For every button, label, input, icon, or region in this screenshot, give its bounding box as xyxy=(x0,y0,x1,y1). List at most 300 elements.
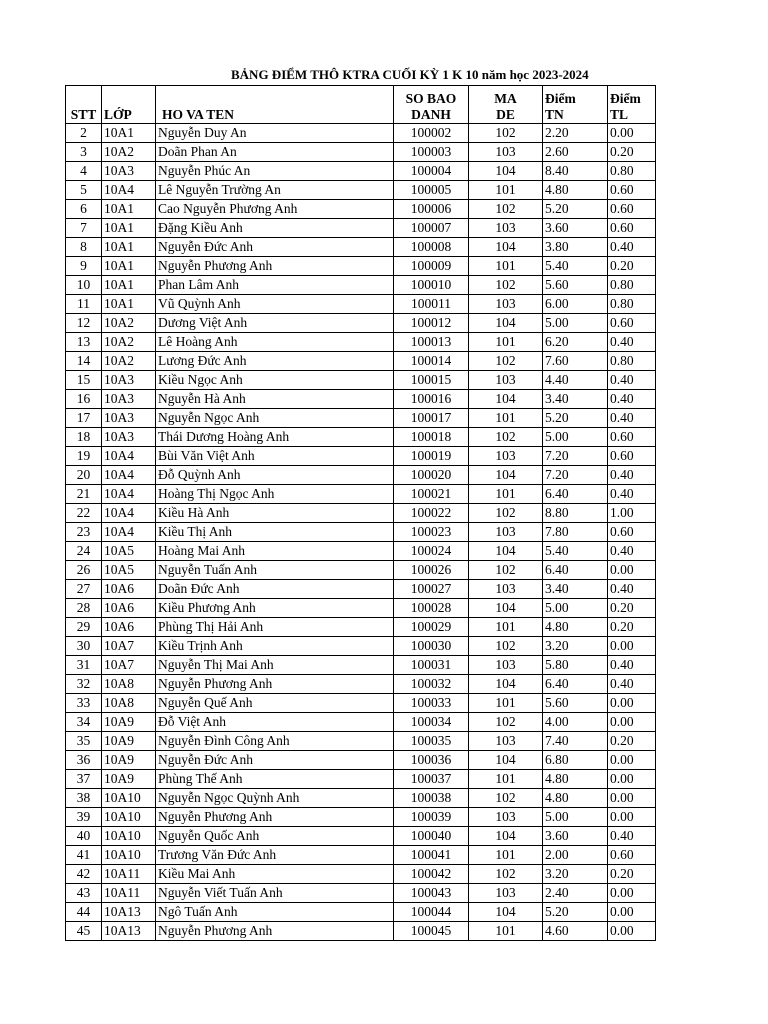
cell-tl: 0.40 xyxy=(608,675,656,694)
cell-lop: 10A3 xyxy=(102,409,156,428)
cell-sbd: 100031 xyxy=(394,656,469,675)
cell-tn: 6.40 xyxy=(543,561,608,580)
table-row xyxy=(66,238,656,257)
header-lop: LỚP xyxy=(102,86,156,124)
cell-tl: 0.60 xyxy=(608,846,656,865)
table-row xyxy=(66,751,656,770)
cell-stt: 10 xyxy=(66,276,102,295)
cell-stt: 27 xyxy=(66,580,102,599)
cell-made: 103 xyxy=(469,580,543,599)
cell-name: Kiều Ngọc Anh xyxy=(156,371,394,390)
cell-stt: 21 xyxy=(66,485,102,504)
cell-made: 103 xyxy=(469,447,543,466)
cell-made: 101 xyxy=(469,618,543,637)
cell-stt: 39 xyxy=(66,808,102,827)
table-row xyxy=(66,162,656,181)
cell-stt: 43 xyxy=(66,884,102,903)
cell-name: Nguyễn Đình Công Anh xyxy=(156,732,394,751)
cell-tl: 0.40 xyxy=(608,827,656,846)
cell-tl: 0.00 xyxy=(608,808,656,827)
cell-tn: 4.00 xyxy=(543,713,608,732)
cell-sbd: 100034 xyxy=(394,713,469,732)
cell-tn: 6.80 xyxy=(543,751,608,770)
table-row xyxy=(66,352,656,371)
cell-stt: 15 xyxy=(66,371,102,390)
cell-made: 104 xyxy=(469,542,543,561)
cell-sbd: 100020 xyxy=(394,466,469,485)
cell-sbd: 100042 xyxy=(394,865,469,884)
cell-sbd: 100035 xyxy=(394,732,469,751)
cell-tn: 4.80 xyxy=(543,181,608,200)
table-row xyxy=(66,409,656,428)
cell-lop: 10A4 xyxy=(102,504,156,523)
cell-made: 104 xyxy=(469,314,543,333)
cell-stt: 37 xyxy=(66,770,102,789)
cell-tl: 0.00 xyxy=(608,770,656,789)
cell-tn: 2.00 xyxy=(543,846,608,865)
cell-name: Kiều Trịnh Anh xyxy=(156,637,394,656)
cell-name: Phùng Thế Anh xyxy=(156,770,394,789)
cell-made: 101 xyxy=(469,770,543,789)
cell-tl: 0.20 xyxy=(608,732,656,751)
cell-tl: 0.60 xyxy=(608,428,656,447)
cell-name: Nguyễn Thị Mai Anh xyxy=(156,656,394,675)
cell-stt: 9 xyxy=(66,257,102,276)
cell-tl: 0.20 xyxy=(608,599,656,618)
cell-tn: 6.40 xyxy=(543,675,608,694)
cell-lop: 10A7 xyxy=(102,656,156,675)
cell-stt: 11 xyxy=(66,295,102,314)
cell-lop: 10A5 xyxy=(102,542,156,561)
cell-tl: 0.20 xyxy=(608,143,656,162)
header-tl-line1: Điểm xyxy=(610,91,641,106)
cell-sbd: 100028 xyxy=(394,599,469,618)
header-made xyxy=(469,86,543,124)
cell-lop: 10A9 xyxy=(102,770,156,789)
table-row xyxy=(66,523,656,542)
cell-lop: 10A13 xyxy=(102,903,156,922)
header-made-line1: MA xyxy=(494,91,517,106)
cell-tl: 0.00 xyxy=(608,922,656,941)
table-row xyxy=(66,466,656,485)
cell-tl: 0.40 xyxy=(608,390,656,409)
table-row xyxy=(66,656,656,675)
header-sbd xyxy=(394,86,469,124)
table-row xyxy=(66,827,656,846)
cell-name: Nguyễn Đức Anh xyxy=(156,238,394,257)
cell-made: 102 xyxy=(469,428,543,447)
cell-tn: 7.20 xyxy=(543,447,608,466)
score-table xyxy=(65,85,656,941)
cell-made: 104 xyxy=(469,162,543,181)
cell-made: 102 xyxy=(469,124,543,143)
sheet-title: BẢNG ĐIỂM THÔ KTRA CUỐI KỲ 1 K 10 năm học 2023-2024 xyxy=(231,67,589,82)
cell-sbd: 100044 xyxy=(394,903,469,922)
cell-tl: 0.80 xyxy=(608,352,656,371)
header-tl-line2: TL xyxy=(610,107,629,122)
cell-tl: 0.40 xyxy=(608,409,656,428)
cell-sbd: 100037 xyxy=(394,770,469,789)
table-row xyxy=(66,808,656,827)
cell-sbd: 100013 xyxy=(394,333,469,352)
cell-made: 103 xyxy=(469,808,543,827)
cell-made: 102 xyxy=(469,865,543,884)
cell-made: 103 xyxy=(469,219,543,238)
cell-sbd: 100005 xyxy=(394,181,469,200)
cell-name: Nguyễn Phương Anh xyxy=(156,808,394,827)
cell-made: 103 xyxy=(469,371,543,390)
cell-tn: 4.80 xyxy=(543,789,608,808)
cell-lop: 10A9 xyxy=(102,751,156,770)
cell-name: Doãn Phan An xyxy=(156,143,394,162)
cell-tl: 0.80 xyxy=(608,295,656,314)
cell-stt: 26 xyxy=(66,561,102,580)
table-row xyxy=(66,200,656,219)
table-row xyxy=(66,143,656,162)
cell-lop: 10A1 xyxy=(102,200,156,219)
cell-made: 102 xyxy=(469,504,543,523)
cell-stt: 31 xyxy=(66,656,102,675)
cell-lop: 10A2 xyxy=(102,352,156,371)
cell-sbd: 100039 xyxy=(394,808,469,827)
cell-lop: 10A11 xyxy=(102,865,156,884)
cell-lop: 10A2 xyxy=(102,333,156,352)
cell-tn: 6.00 xyxy=(543,295,608,314)
cell-tn: 5.60 xyxy=(543,694,608,713)
cell-sbd: 100038 xyxy=(394,789,469,808)
table-row xyxy=(66,713,656,732)
cell-lop: 10A9 xyxy=(102,713,156,732)
cell-tn: 3.80 xyxy=(543,238,608,257)
cell-stt: 19 xyxy=(66,447,102,466)
cell-tl: 0.40 xyxy=(608,466,656,485)
table-row xyxy=(66,181,656,200)
cell-made: 102 xyxy=(469,637,543,656)
cell-stt: 33 xyxy=(66,694,102,713)
table-row xyxy=(66,542,656,561)
table-row xyxy=(66,295,656,314)
cell-stt: 4 xyxy=(66,162,102,181)
cell-tn: 3.20 xyxy=(543,865,608,884)
cell-made: 104 xyxy=(469,390,543,409)
cell-name: Kiều Hà Anh xyxy=(156,504,394,523)
cell-stt: 24 xyxy=(66,542,102,561)
cell-sbd: 100027 xyxy=(394,580,469,599)
cell-made: 101 xyxy=(469,181,543,200)
cell-sbd: 100009 xyxy=(394,257,469,276)
cell-tl: 0.60 xyxy=(608,181,656,200)
cell-tl: 0.60 xyxy=(608,447,656,466)
table-row xyxy=(66,637,656,656)
cell-lop: 10A2 xyxy=(102,314,156,333)
cell-tn: 5.20 xyxy=(543,903,608,922)
cell-tl: 0.00 xyxy=(608,561,656,580)
cell-name: Lê Nguyễn Trường An xyxy=(156,181,394,200)
cell-made: 103 xyxy=(469,656,543,675)
cell-tn: 3.40 xyxy=(543,580,608,599)
cell-lop: 10A13 xyxy=(102,922,156,941)
cell-made: 104 xyxy=(469,599,543,618)
cell-tl: 0.40 xyxy=(608,542,656,561)
cell-stt: 38 xyxy=(66,789,102,808)
cell-tl: 0.40 xyxy=(608,238,656,257)
cell-tn: 5.00 xyxy=(543,808,608,827)
cell-name: Nguyễn Ngọc Anh xyxy=(156,409,394,428)
cell-tn: 5.20 xyxy=(543,200,608,219)
cell-stt: 44 xyxy=(66,903,102,922)
cell-tn: 5.00 xyxy=(543,428,608,447)
cell-made: 102 xyxy=(469,352,543,371)
cell-lop: 10A1 xyxy=(102,276,156,295)
cell-tn: 7.80 xyxy=(543,523,608,542)
cell-lop: 10A1 xyxy=(102,238,156,257)
title-container xyxy=(66,66,645,84)
cell-name: Nguyễn Phúc An xyxy=(156,162,394,181)
cell-made: 102 xyxy=(469,276,543,295)
table-row xyxy=(66,675,656,694)
cell-tn: 5.00 xyxy=(543,599,608,618)
cell-lop: 10A4 xyxy=(102,181,156,200)
cell-name: Ngô Tuấn Anh xyxy=(156,903,394,922)
cell-lop: 10A11 xyxy=(102,884,156,903)
cell-tn: 4.60 xyxy=(543,922,608,941)
cell-stt: 6 xyxy=(66,200,102,219)
cell-sbd: 100022 xyxy=(394,504,469,523)
cell-tn: 3.60 xyxy=(543,827,608,846)
cell-tl: 1.00 xyxy=(608,504,656,523)
cell-name: Nguyễn Phương Anh xyxy=(156,675,394,694)
cell-sbd: 100016 xyxy=(394,390,469,409)
table-row xyxy=(66,314,656,333)
cell-made: 103 xyxy=(469,295,543,314)
cell-sbd: 100023 xyxy=(394,523,469,542)
cell-stt: 20 xyxy=(66,466,102,485)
cell-sbd: 100019 xyxy=(394,447,469,466)
cell-name: Thái Dương Hoàng Anh xyxy=(156,428,394,447)
cell-tl: 0.20 xyxy=(608,257,656,276)
table-row xyxy=(66,694,656,713)
cell-sbd: 100010 xyxy=(394,276,469,295)
cell-name: Bùi Văn Việt Anh xyxy=(156,447,394,466)
cell-tn: 5.40 xyxy=(543,542,608,561)
cell-stt: 34 xyxy=(66,713,102,732)
cell-sbd: 100045 xyxy=(394,922,469,941)
cell-made: 104 xyxy=(469,238,543,257)
cell-name: Nguyễn Tuấn Anh xyxy=(156,561,394,580)
cell-tl: 0.60 xyxy=(608,219,656,238)
cell-name: Nguyễn Quế Anh xyxy=(156,694,394,713)
cell-tl: 0.60 xyxy=(608,314,656,333)
cell-tl: 0.00 xyxy=(608,713,656,732)
table-row xyxy=(66,618,656,637)
cell-tn: 3.20 xyxy=(543,637,608,656)
cell-tl: 0.40 xyxy=(608,485,656,504)
cell-name: Lương Đức Anh xyxy=(156,352,394,371)
cell-lop: 10A4 xyxy=(102,466,156,485)
cell-stt: 23 xyxy=(66,523,102,542)
table-row xyxy=(66,371,656,390)
cell-lop: 10A7 xyxy=(102,637,156,656)
table-row xyxy=(66,599,656,618)
cell-stt: 28 xyxy=(66,599,102,618)
cell-sbd: 100041 xyxy=(394,846,469,865)
cell-sbd: 100002 xyxy=(394,124,469,143)
cell-tn: 7.60 xyxy=(543,352,608,371)
cell-made: 101 xyxy=(469,922,543,941)
header-stt: STT xyxy=(66,86,102,124)
table-row xyxy=(66,789,656,808)
table-row xyxy=(66,124,656,143)
cell-name: Phùng Thị Hải Anh xyxy=(156,618,394,637)
cell-lop: 10A6 xyxy=(102,618,156,637)
cell-made: 102 xyxy=(469,200,543,219)
cell-lop: 10A3 xyxy=(102,428,156,447)
cell-stt: 8 xyxy=(66,238,102,257)
cell-lop: 10A9 xyxy=(102,732,156,751)
cell-lop: 10A1 xyxy=(102,257,156,276)
table-row xyxy=(66,561,656,580)
cell-name: Nguyễn Phương Anh xyxy=(156,257,394,276)
cell-made: 104 xyxy=(469,903,543,922)
cell-tn: 6.20 xyxy=(543,333,608,352)
cell-stt: 22 xyxy=(66,504,102,523)
header-tn-line2: TN xyxy=(545,107,564,122)
cell-made: 103 xyxy=(469,523,543,542)
cell-name: Phan Lâm Anh xyxy=(156,276,394,295)
cell-tl: 0.00 xyxy=(608,637,656,656)
cell-sbd: 100021 xyxy=(394,485,469,504)
cell-made: 103 xyxy=(469,732,543,751)
cell-tn: 2.60 xyxy=(543,143,608,162)
cell-lop: 10A1 xyxy=(102,124,156,143)
cell-stt: 18 xyxy=(66,428,102,447)
cell-sbd: 100033 xyxy=(394,694,469,713)
cell-name: Lê Hoàng Anh xyxy=(156,333,394,352)
cell-stt: 30 xyxy=(66,637,102,656)
cell-tn: 4.40 xyxy=(543,371,608,390)
cell-tl: 0.60 xyxy=(608,200,656,219)
cell-tl: 0.40 xyxy=(608,333,656,352)
cell-made: 101 xyxy=(469,694,543,713)
cell-stt: 40 xyxy=(66,827,102,846)
cell-lop: 10A5 xyxy=(102,561,156,580)
cell-stt: 41 xyxy=(66,846,102,865)
table-row xyxy=(66,884,656,903)
cell-made: 101 xyxy=(469,846,543,865)
cell-tl: 0.00 xyxy=(608,124,656,143)
cell-tn: 6.40 xyxy=(543,485,608,504)
table-row xyxy=(66,732,656,751)
cell-made: 103 xyxy=(469,884,543,903)
cell-name: Nguyễn Đức Anh xyxy=(156,751,394,770)
cell-tn: 2.20 xyxy=(543,124,608,143)
cell-sbd: 100007 xyxy=(394,219,469,238)
cell-sbd: 100017 xyxy=(394,409,469,428)
cell-made: 103 xyxy=(469,143,543,162)
cell-made: 104 xyxy=(469,827,543,846)
cell-name: Đặng Kiều Anh xyxy=(156,219,394,238)
cell-name: Kiều Mai Anh xyxy=(156,865,394,884)
cell-name: Nguyễn Hà Anh xyxy=(156,390,394,409)
cell-stt: 2 xyxy=(66,124,102,143)
cell-stt: 13 xyxy=(66,333,102,352)
cell-stt: 7 xyxy=(66,219,102,238)
cell-stt: 36 xyxy=(66,751,102,770)
cell-lop: 10A10 xyxy=(102,846,156,865)
cell-tl: 0.00 xyxy=(608,789,656,808)
header-name: HO VA TEN xyxy=(156,86,394,124)
cell-tn: 5.80 xyxy=(543,656,608,675)
cell-name: Nguyễn Duy An xyxy=(156,124,394,143)
table-row xyxy=(66,219,656,238)
cell-sbd: 100014 xyxy=(394,352,469,371)
cell-lop: 10A3 xyxy=(102,162,156,181)
cell-sbd: 100043 xyxy=(394,884,469,903)
cell-name: Nguyễn Ngọc Quỳnh Anh xyxy=(156,789,394,808)
cell-tl: 0.40 xyxy=(608,656,656,675)
cell-stt: 3 xyxy=(66,143,102,162)
cell-made: 102 xyxy=(469,789,543,808)
cell-tl: 0.40 xyxy=(608,580,656,599)
cell-tn: 5.00 xyxy=(543,314,608,333)
table-row xyxy=(66,580,656,599)
table-body xyxy=(66,124,656,941)
cell-sbd: 100029 xyxy=(394,618,469,637)
cell-made: 102 xyxy=(469,713,543,732)
cell-lop: 10A1 xyxy=(102,295,156,314)
cell-tl: 0.40 xyxy=(608,371,656,390)
cell-made: 101 xyxy=(469,485,543,504)
cell-tl: 0.20 xyxy=(608,865,656,884)
cell-name: Kiều Thị Anh xyxy=(156,523,394,542)
cell-made: 101 xyxy=(469,333,543,352)
table-row xyxy=(66,922,656,941)
cell-name: Nguyễn Phương Anh xyxy=(156,922,394,941)
cell-stt: 45 xyxy=(66,922,102,941)
cell-name: Đỗ Việt Anh xyxy=(156,713,394,732)
cell-lop: 10A2 xyxy=(102,143,156,162)
cell-name: Kiều Phương Anh xyxy=(156,599,394,618)
cell-tl: 0.00 xyxy=(608,694,656,713)
table-row xyxy=(66,865,656,884)
cell-tn: 5.60 xyxy=(543,276,608,295)
cell-made: 104 xyxy=(469,466,543,485)
cell-stt: 35 xyxy=(66,732,102,751)
cell-sbd: 100024 xyxy=(394,542,469,561)
cell-stt: 14 xyxy=(66,352,102,371)
cell-sbd: 100018 xyxy=(394,428,469,447)
cell-tl: 0.60 xyxy=(608,523,656,542)
header-sbd-line2: DANH xyxy=(411,107,451,122)
header-sbd-line1: SO BAO xyxy=(405,91,457,106)
cell-made: 102 xyxy=(469,561,543,580)
cell-name: Trương Văn Đức Anh xyxy=(156,846,394,865)
cell-tl: 0.80 xyxy=(608,276,656,295)
cell-tn: 7.40 xyxy=(543,732,608,751)
table-row xyxy=(66,390,656,409)
cell-stt: 42 xyxy=(66,865,102,884)
cell-tn: 3.40 xyxy=(543,390,608,409)
cell-name: Đỗ Quỳnh Anh xyxy=(156,466,394,485)
cell-tn: 2.40 xyxy=(543,884,608,903)
cell-sbd: 100004 xyxy=(394,162,469,181)
cell-name: Doãn Đức Anh xyxy=(156,580,394,599)
cell-name: Nguyễn Viết Tuấn Anh xyxy=(156,884,394,903)
cell-lop: 10A3 xyxy=(102,371,156,390)
cell-lop: 10A10 xyxy=(102,827,156,846)
table-row xyxy=(66,504,656,523)
table-row xyxy=(66,485,656,504)
